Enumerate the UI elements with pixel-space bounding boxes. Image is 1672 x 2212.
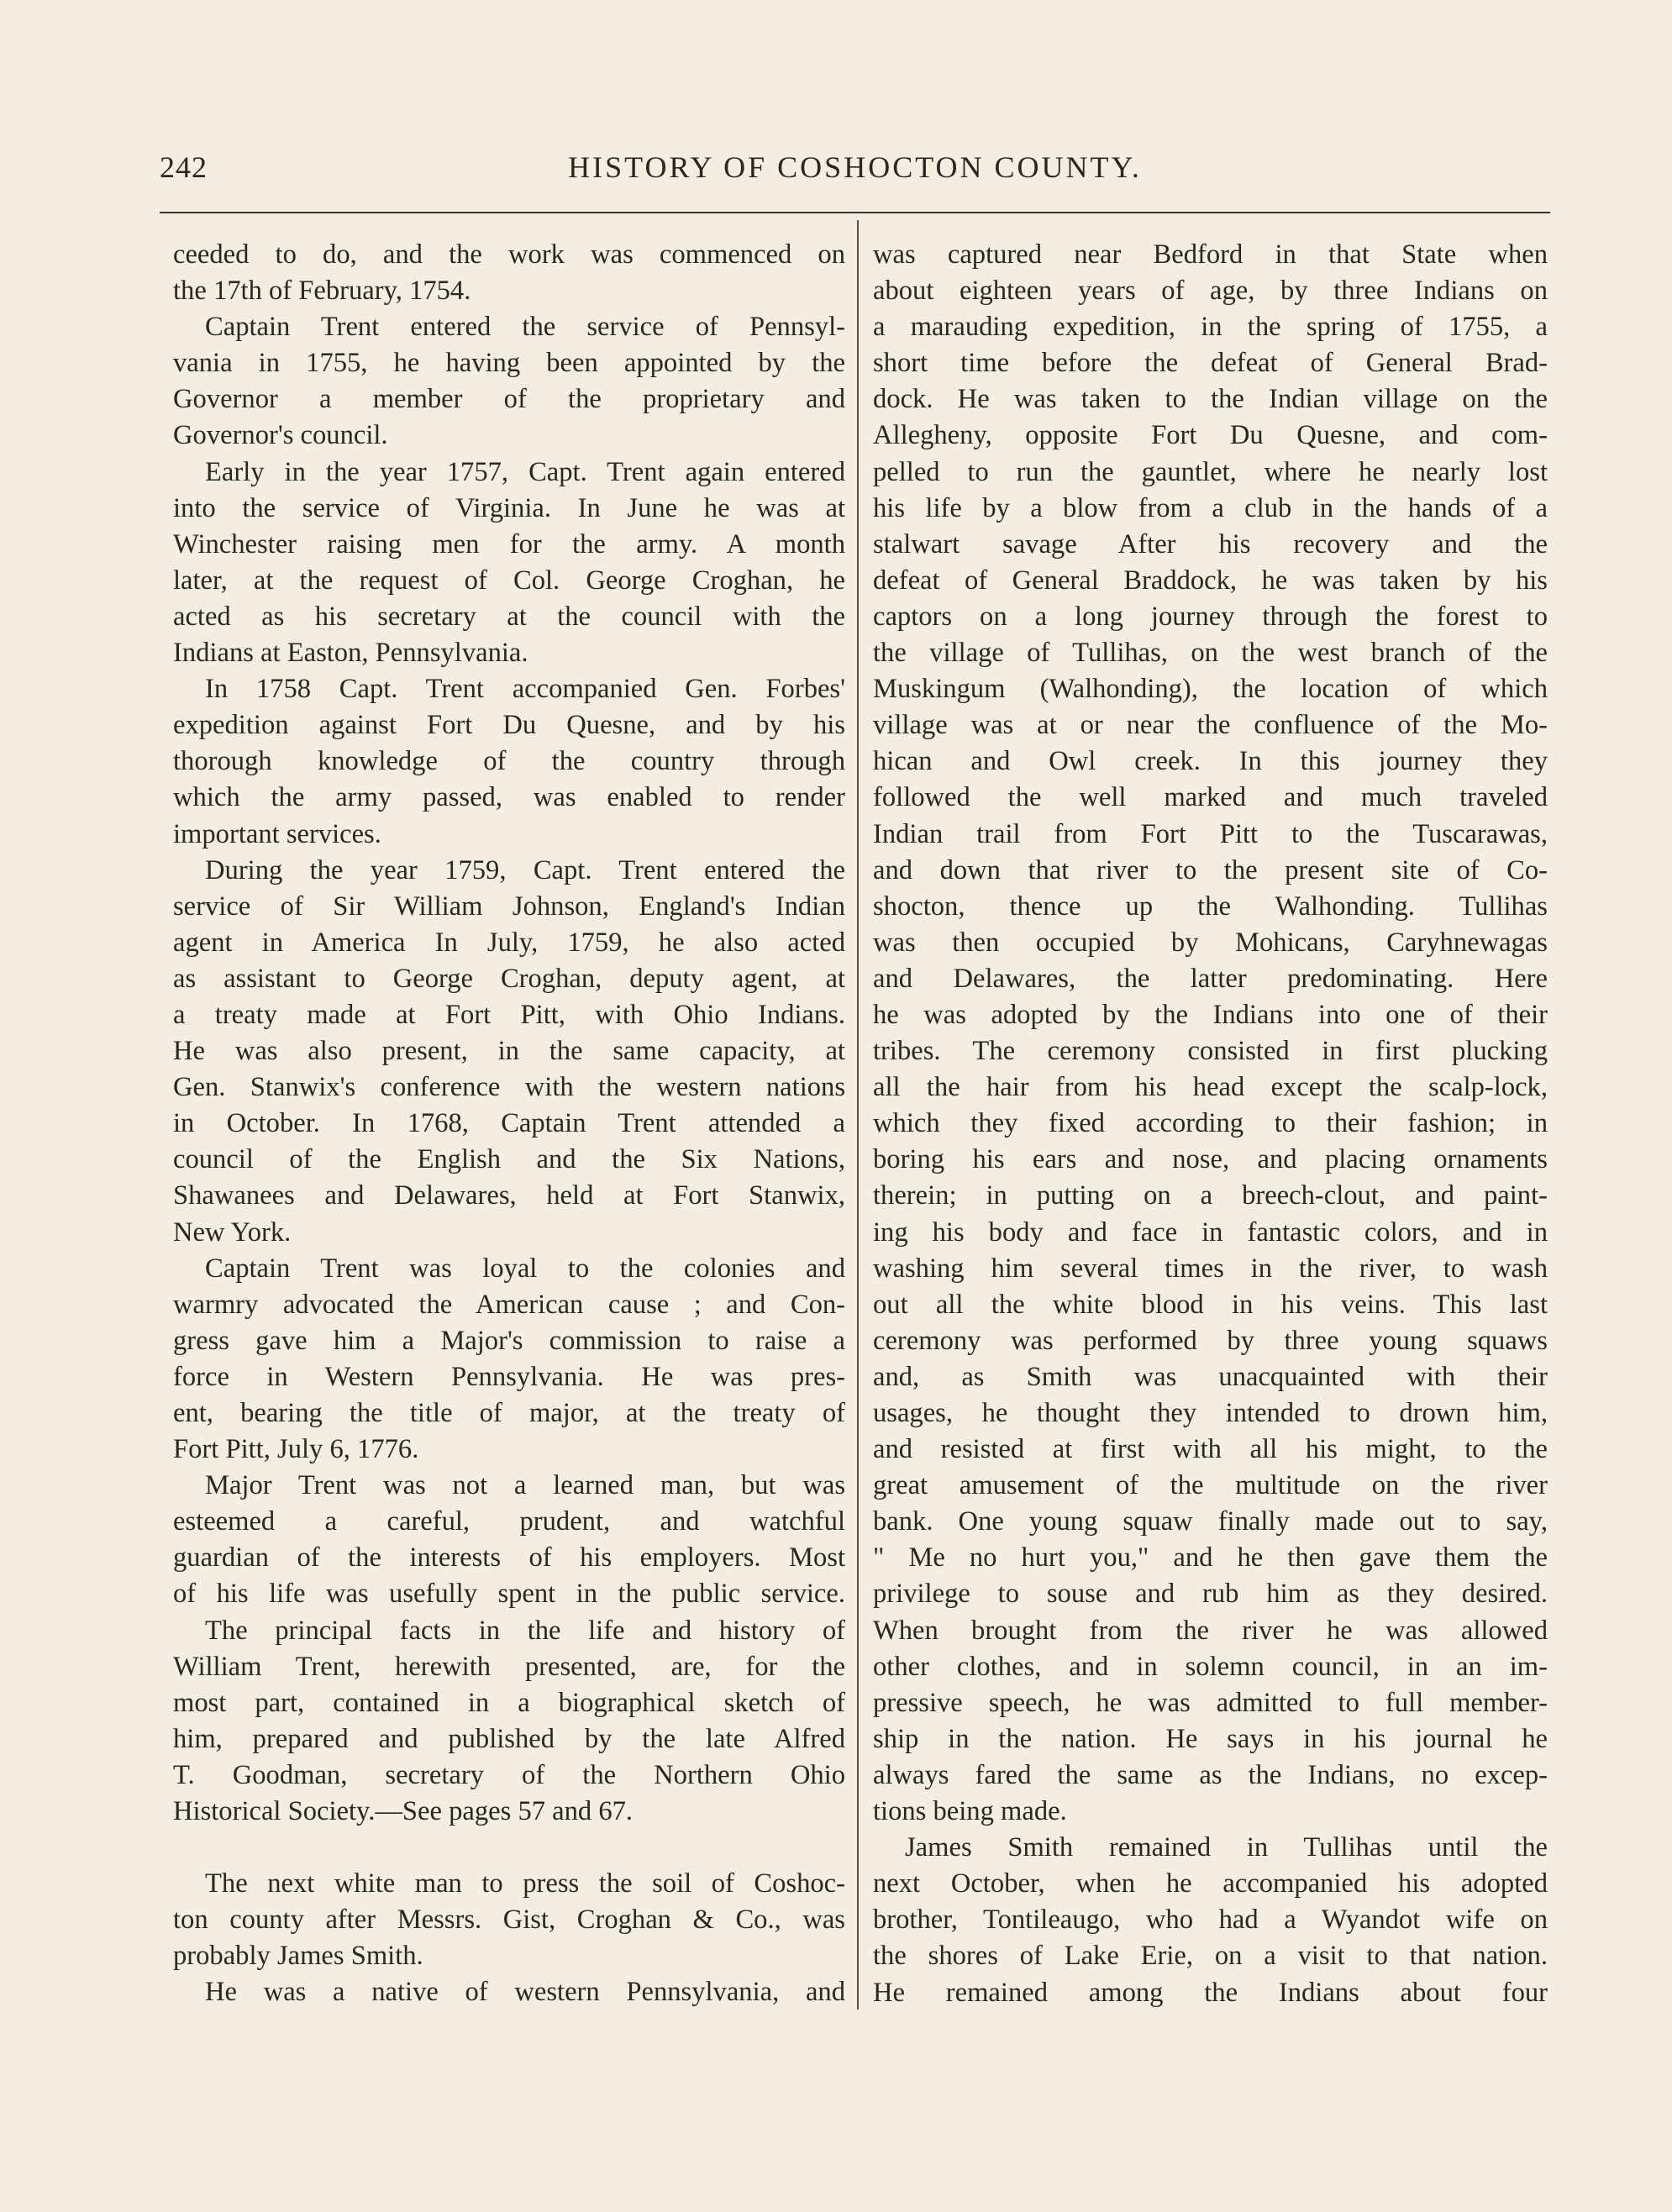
text-line: the village of Tullihas, on the west branch of the [873, 638, 1548, 669]
text-line: He remained among the Indians about four [873, 1977, 1548, 2008]
text-line: acted as his secretary at the council with the [173, 601, 845, 632]
left-column [173, 237, 845, 2011]
text-line: Governor's council. [173, 420, 388, 451]
text-line: a treaty made at Fort Pitt, with Ohio Indians. [173, 999, 845, 1030]
text-line: vania in 1755, he having been appointed by the [173, 348, 845, 379]
text-line: later, at the request of Col. George Croghan, he [173, 565, 845, 596]
text-line: into the service of Virginia. In June he was at [173, 492, 845, 523]
text-line: great amusement of the multitude on the river [873, 1470, 1548, 1501]
text-line: therein; in putting on a breech-clout, and paint- [873, 1180, 1548, 1211]
text-line: New York. [173, 1216, 292, 1248]
text-line: Historical Society.—See pages 57 and 67. [173, 1796, 634, 1827]
text-line: Early in the year 1757, Capt. Trent again entered [205, 456, 845, 487]
text-line: Indians at Easton, Pennsylvania. [173, 638, 528, 669]
header-rule [160, 212, 1550, 213]
text-line: defeat of General Braddock, he was taken by his [873, 565, 1548, 596]
text-line: James Smith remained in Tullihas until the [905, 1832, 1548, 1863]
text-line: ent, bearing the title of major, at the treaty of [173, 1398, 845, 1428]
text-line: which the army passed, was enabled to render [173, 782, 845, 813]
text-line: Captain Trent was loyal to the colonies and [205, 1253, 845, 1284]
text-line: always fared the same as the Indians, no excep- [873, 1759, 1548, 1790]
right-column [873, 237, 1548, 2011]
text-line: He was also present, in the same capacity, at [173, 1036, 845, 1067]
text-line: esteemed a careful, prudent, and watchful [173, 1506, 845, 1537]
text-line: William Trent, herewith presented, are, for the [173, 1651, 845, 1682]
text-line: hican and Owl creek. In this journey they [873, 746, 1548, 777]
text-line: During the year 1759, Capt. Trent entered the [205, 854, 845, 885]
text-line: Gen. Stanwix's conference with the western nations [173, 1072, 845, 1103]
text-line: gress gave him a Major's commission to raise a [173, 1325, 845, 1356]
running-title: HISTORY OF COSHOCTON COUNTY. [568, 150, 1142, 184]
text-line: and, as Smith was unacquainted with their [873, 1361, 1548, 1392]
text-line: next October, when he accompanied his adopted [873, 1868, 1548, 1899]
text-line: agent in America In July, 1759, he also acted [173, 927, 845, 958]
text-line: " Me no hurt you," and he then gave them the [873, 1542, 1548, 1574]
text-line: ceremony was performed by three young squaws [873, 1325, 1548, 1356]
text-line: out all the white blood in his veins. This last [873, 1289, 1548, 1320]
text-line: and resisted at first with all his might, to the [873, 1434, 1548, 1465]
text-line: warmry advocated the American cause ; and Con- [173, 1289, 845, 1320]
text-line: boring his ears and nose, and placing ornaments [873, 1144, 1548, 1175]
text-line: When brought from the river he was allowed [873, 1615, 1548, 1646]
text-line: his life by a blow from a club in the hands of a [873, 492, 1548, 523]
text-line: Indian trail from Fort Pitt to the Tuscarawas, [873, 818, 1548, 849]
text-line: of his life was usefully spent in the public service. [173, 1579, 845, 1610]
text-line: privilege to souse and rub him as they desired. [873, 1579, 1548, 1610]
text-line: Fort Pitt, July 6, 1776. [173, 1434, 419, 1465]
text-line: a marauding expedition, in the spring of 1755, a [873, 312, 1548, 343]
text-line: village was at or near the confluence of the Mo- [873, 710, 1548, 741]
text-line: Allegheny, opposite Fort Du Quesne, and com- [873, 420, 1548, 451]
text-line: Winchester raising men for the army. A month [173, 528, 845, 560]
page-number: 242 [160, 150, 208, 184]
text-line: Captain Trent entered the service of Pennsyl- [205, 312, 845, 343]
text-line: all the hair from his head except the scalp-lock, [873, 1072, 1548, 1103]
text-line: the shores of Lake Erie, on a visit to that nation. [873, 1941, 1548, 1972]
text-line: The principal facts in the life and history of [205, 1615, 845, 1646]
text-line: followed the well marked and much traveled [873, 782, 1548, 813]
text-line: The next white man to press the soil of Coshoc- [205, 1868, 845, 1899]
text-line: ton county after Messrs. Gist, Croghan & Co., was [173, 1905, 845, 1936]
text-line: shocton, thence up the Walhonding. Tullihas [873, 891, 1548, 922]
text-line: in October. In 1768, Captain Trent attended a [173, 1108, 845, 1139]
text-line: service of Sir William Johnson, England's Indian [173, 891, 845, 922]
text-line: Muskingum (Walhonding), the location of which [873, 674, 1548, 705]
text-line: ship in the nation. He says in his journal he [873, 1723, 1548, 1754]
text-line: Major Trent was not a learned man, but was [205, 1470, 845, 1501]
text-line: and down that river to the present site of Co- [873, 854, 1548, 885]
text-line: other clothes, and in solemn council, in an im- [873, 1651, 1548, 1682]
text-line: short time before the defeat of General Brad- [873, 348, 1548, 379]
text-line: which they fixed according to their fashion; in [873, 1108, 1548, 1139]
text-line: council of the English and the Six Nations, [173, 1144, 845, 1175]
text-line: most part, contained in a biographical sketch of [173, 1687, 845, 1718]
text-line: pelled to run the gauntlet, where he nearly lost [873, 456, 1548, 487]
text-line: as assistant to George Croghan, deputy agent, at [173, 963, 845, 994]
column-divider [857, 220, 859, 2010]
text-line: tribes. The ceremony consisted in first plucking [873, 1036, 1548, 1067]
text-line: dock. He was taken to the Indian village on the [873, 384, 1548, 415]
text-line: about eighteen years of age, by three Indians on [873, 276, 1548, 307]
text-line: he was adopted by the Indians into one of their [873, 999, 1548, 1030]
text-line: probably James Smith. [173, 1941, 423, 1972]
text-line: and Delawares, the latter predominating. Here [873, 963, 1548, 994]
text-line: usages, he thought they intended to drown him, [873, 1398, 1548, 1428]
text-line: expedition against Fort Du Quesne, and by his [173, 710, 845, 741]
text-line: force in Western Pennsylvania. He was pres- [173, 1361, 845, 1392]
text-line: brother, Tontileaugo, who had a Wyandot wife on [873, 1905, 1548, 1936]
text-line: He was a native of western Pennsylvania, and [205, 1977, 845, 2008]
text-line: ing his body and face in fantastic colors, and in [873, 1216, 1548, 1248]
page-header [160, 150, 1550, 192]
text-line: stalwart savage After his recovery and the [873, 528, 1548, 560]
text-line: tions being made. [873, 1796, 1067, 1827]
text-line: ceeded to do, and the work was commenced on [173, 239, 845, 270]
text-line: the 17th of February, 1754. [173, 276, 471, 307]
section-gap [173, 1830, 845, 1866]
text-line: Shawanees and Delawares, held at Fort Stanwix, [173, 1180, 845, 1211]
text-line: him, prepared and published by the late Alfred [173, 1723, 845, 1754]
text-line: pressive speech, he was admitted to full member- [873, 1687, 1548, 1718]
text-line: washing him several times in the river, to wash [873, 1253, 1548, 1284]
text-line: bank. One young squaw finally made out to say, [873, 1506, 1548, 1537]
text-line: captors on a long journey through the forest to [873, 601, 1548, 632]
text-line: In 1758 Capt. Trent accompanied Gen. Forbes' [205, 674, 845, 705]
text-line: was captured near Bedford in that State when [873, 239, 1548, 270]
text-line: T. Goodman, secretary of the Northern Ohio [173, 1759, 845, 1790]
text-line: thorough knowledge of the country through [173, 746, 845, 777]
text-line: important services. [173, 818, 381, 849]
text-line: was then occupied by Mohicans, Caryhnewagas [873, 927, 1548, 958]
text-line: guardian of the interests of his employers. Most [173, 1542, 845, 1574]
text-line: Governor a member of the proprietary and [173, 384, 845, 415]
